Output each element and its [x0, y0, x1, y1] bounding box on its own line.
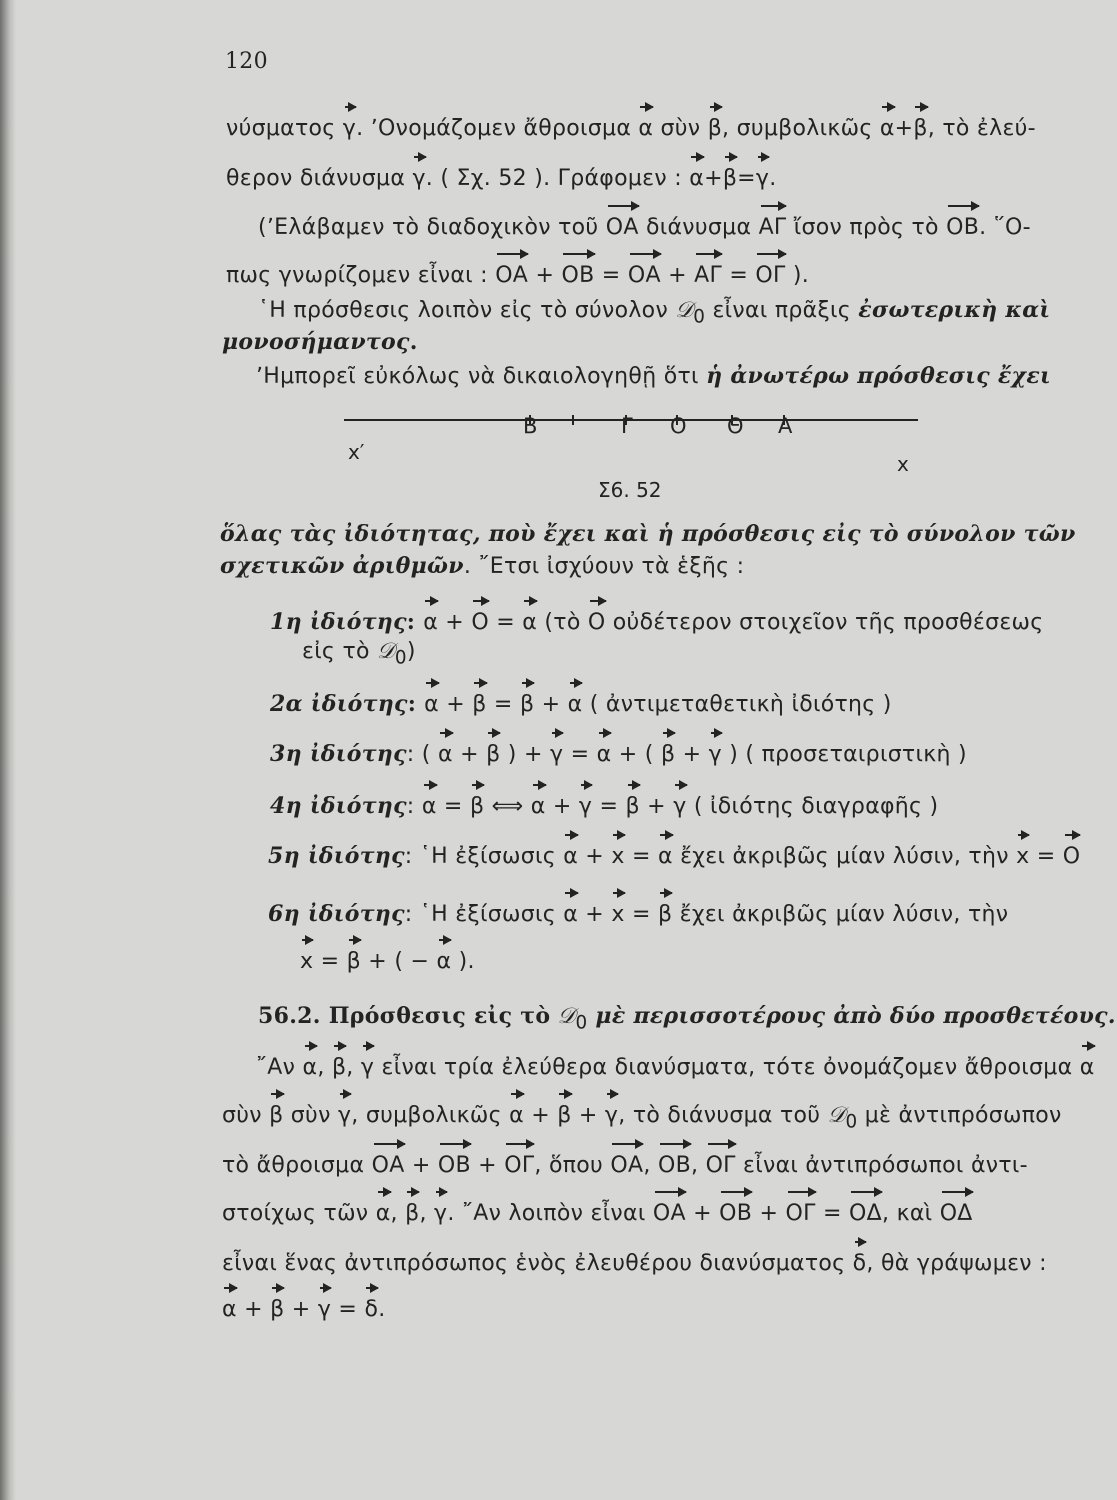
vector-ag: ΑΓ — [758, 215, 787, 240]
para1-line1: νύσματος γ. ʼΟνομάζομεν ἄθροισμα α σὺν β, συμβολικῶς α+β, τὸ ἐλεύ- — [226, 116, 1036, 141]
property-1: 1η ἰδιότης: α + Ο = α (τὸ Ο οὐδέτερον στοιχεῖον τῆς προσθέσεως — [270, 609, 1044, 635]
para3-line1: ῾Η πρόσθεσις λοιπὸν εἰς τὸ σύνολον 𝒟$_0$ εἶναι πρᾶξις ἐσωτερικὴ καὶ — [258, 297, 1051, 328]
para2-line2: πως γνωρίζομεν εἶναι : ΟΑ + ΟΒ = ΟΑ + ΑΓ = ΟΓ ). — [226, 263, 810, 288]
para3-line2: μονοσήμαντος. — [222, 329, 418, 355]
property-2: 2α ἰδιότης: α + β = β + α ( ἀντιμεταθετικὴ ἰδιότης ) — [270, 691, 892, 717]
para6-line2: σὺν β σὺν γ, συμβολικῶς α + β + γ, τὸ διάνυσμα τοῦ 𝒟$_0$ μὲ ἀντιπρόσωπον — [222, 1103, 1062, 1133]
vector-beta: β — [722, 166, 738, 191]
point-label-g: Γ — [621, 414, 633, 438]
vector-gamma: γ — [342, 116, 357, 141]
vector-ag: ΑΓ — [694, 263, 723, 288]
property-1-line2: εἰς τὸ 𝒟$_0$) — [302, 639, 416, 669]
section-heading: 56.2. Πρόσθεσις εἰς τὸ 𝒟$_0$ μὲ περισσοτέρους ἀπὸ δύο προσθετέους. — [258, 1003, 1116, 1034]
vector-alpha: α — [689, 166, 705, 191]
point-label-a: Α — [778, 414, 793, 438]
para1-line2: θερον διάνυσμα γ. ( Σχ. 52 ). Γράφομεν : α+β=γ. — [226, 166, 777, 191]
property-6-line2: x = β + ( − α ). — [300, 949, 475, 974]
vector-alpha: α — [879, 116, 895, 141]
page-number: 120 — [225, 49, 268, 74]
vector-gamma: γ — [755, 166, 770, 191]
para6-line5: εἶναι ἕνας ἀντιπρόσωπος ἑνὸς ἐλευθέρου διανύσματος δ, θὰ γράψωμεν : — [222, 1251, 1047, 1276]
axis-end-left: x′ — [348, 440, 365, 464]
para4-line1: ʼΗμπορεῖ εὐκόλως νὰ δικαιολογηθῇ ὅτι ἡ ἀνωτέρω πρόσθεσις ἔχει — [256, 363, 1051, 389]
set-symbol: 𝒟 — [675, 298, 694, 323]
property-5: 5η ἰδιότης: ῾Η ἐξίσωσις α + x = α ἔχει ἀκριβῶς μίαν λύσιν, τὴν x = Ο — [268, 843, 1081, 869]
point-label-b: Β — [523, 414, 538, 438]
vector-alpha: α — [638, 116, 654, 141]
vector-oa: ΟΑ — [627, 263, 661, 288]
property-4: 4η ἰδιότης: α = β ⟺ α + γ = β + γ ( ἰδιότης διαγραφῆς ) — [270, 793, 939, 819]
vector-ob: ΟΒ — [561, 263, 595, 288]
number-line — [340, 412, 920, 442]
vector-beta: β — [913, 116, 928, 141]
para6-line4: στοίχως τῶν α, β, γ. ῎Αν λοιπὸν εἶναι ΟΑ + ΟΒ + ΟΓ = ΟΔ, καὶ ΟΔ — [222, 1201, 973, 1226]
para6-line1: ῎Αν α, β, γ εἶναι τρία ἐλεύθερα διανύσματα, τότε ὀνομάζομεν ἄθροισμα α — [256, 1055, 1095, 1080]
para6-line6: α + β + γ = δ. — [222, 1297, 386, 1322]
property-6: 6η ἰδιότης: ῾Η ἐξίσωσις α + x = β ἔχει ἀκριβῶς μίαν λύσιν, τὴν — [268, 901, 1009, 927]
section-number: 56.2. — [258, 1003, 321, 1029]
para5-line1: ὅλας τὰς ἰδιότητας, ποὺ ἔχει καὶ ἡ πρόσθεσις εἰς τὸ σύνολον τῶν — [220, 521, 1076, 547]
point-label-o: Ο — [670, 414, 687, 438]
vector-ob: ΟΒ — [946, 215, 980, 240]
figure-caption: Σ6. 52 — [598, 478, 662, 502]
para5-line2: σχετικῶν ἀριθμῶν. ῎Ετσι ἰσχύουν τὰ ἑξῆς : — [220, 553, 745, 579]
vector-og: ΟΓ — [755, 263, 786, 288]
vector-beta: β — [707, 116, 723, 141]
vector-oa: ΟΑ — [605, 215, 639, 240]
vector-gamma: γ — [412, 166, 426, 191]
para2-line1: (ʼΕλάβαμεν τὸ διαδοχικὸν τοῦ ΟΑ διάνυσμα ΑΓ ἴσον πρὸς τὸ ΟΒ. ῞Ο- — [258, 215, 1031, 240]
vector-oa: ΟΑ — [495, 263, 529, 288]
property-3: 3η ἰδιότης: ( α + β ) + γ = α + ( β + γ ) ( προσεταιριστικὴ ) — [270, 741, 967, 767]
para6-line3: τὸ ἄθροισμα ΟΑ + ΟΒ + ΟΓ, ὅπου ΟΑ, ΟΒ, ΟΓ εἶναι ἀντιπρόσωποι ἀντι- — [222, 1153, 1028, 1178]
axis-end-right: x — [897, 452, 909, 476]
point-label-th: Θ — [727, 414, 744, 438]
